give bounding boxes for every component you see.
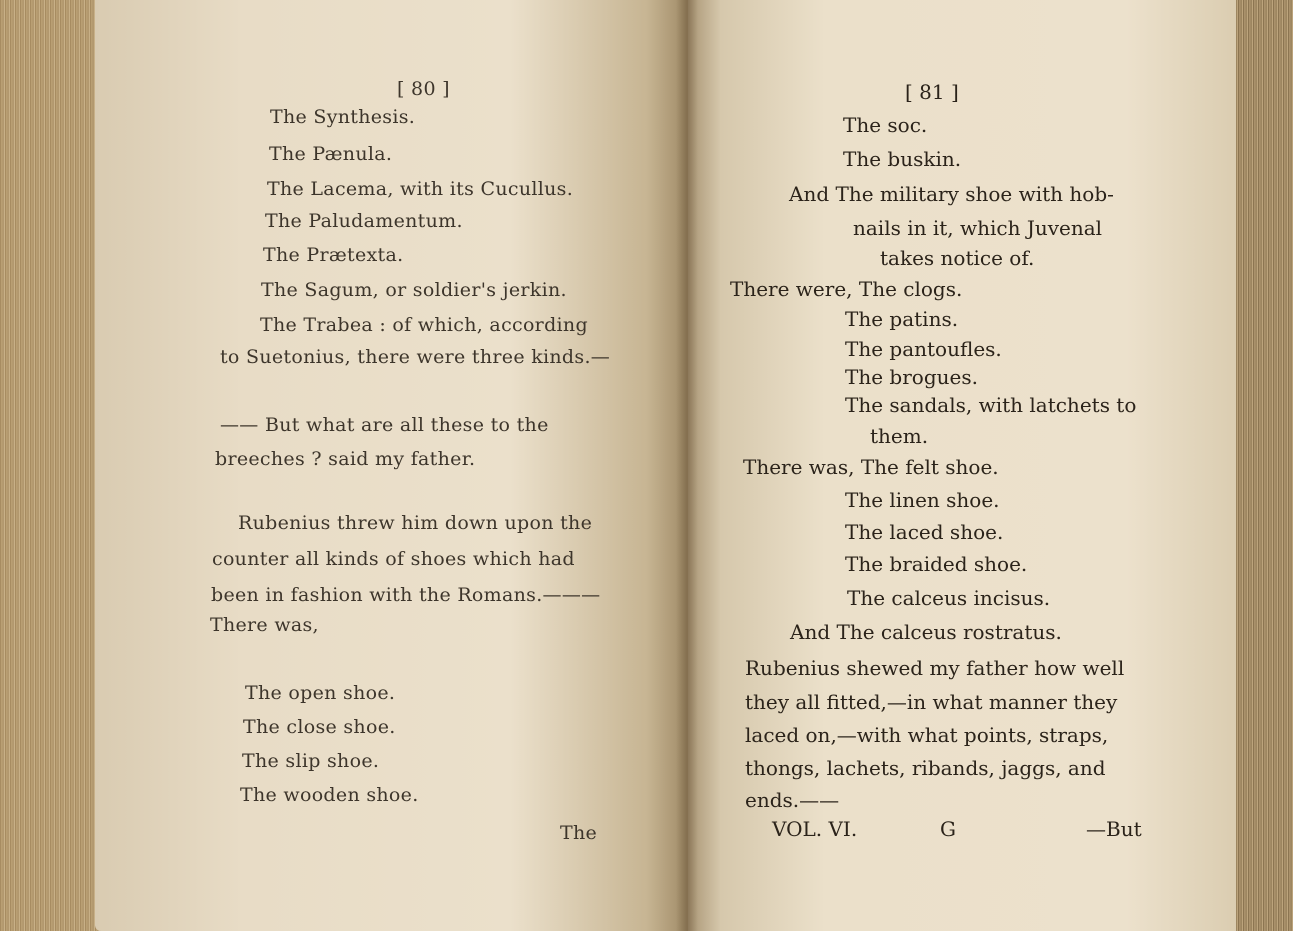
text-line: And The military shoe with hob- [789,182,1114,206]
text-line: takes notice of. [880,246,1035,270]
text-line-start: to Suetonius, there were three kinds.— [220,346,611,368]
text-line: The linen shoe. [845,488,1000,512]
text-line: The patins. [845,307,959,331]
catchword: The [560,822,598,844]
text-line: There was, The felt shoe. [743,455,999,479]
page-number: [ 80 ] [397,78,450,100]
text-line: The buskin. [843,147,962,171]
text-line: The open shoe. [245,682,396,704]
text-line: Rubenius threw him down upon the [238,512,593,534]
text-line: The Synthesis. [270,106,416,128]
book-gutter [676,0,698,931]
text-line: The sandals, with latchets to [845,393,1137,417]
text-line: Rubenius shewed my father how well [745,656,1125,680]
page-edges-right [1228,0,1293,931]
text-line: The calceus incisus. [847,586,1051,610]
right-page [688,0,1236,931]
text-line: The braided shoe. [845,552,1028,576]
text-line: ends.—— [745,788,840,812]
text-line: they all fitted,—in what manner they [745,690,1118,714]
text-line: been in fashion with the Romans.——— [211,584,601,606]
text-line: The brogues. [845,365,978,389]
text-line: And The calceus rostratus. [790,620,1062,644]
text-line: thongs, lachets, ribands, jaggs, and [745,756,1106,780]
text-line: The Paludamentum. [265,210,463,232]
text-line: laced on,—with what points, straps, [745,723,1109,747]
signature-mark: G [940,817,956,841]
text-line: The Sagum, or soldier's jerkin. [261,279,567,301]
text-line: The Lacema, with its Cucullus. [267,178,574,200]
text-line: The Trabea : of which, according [260,314,588,336]
text-line: The wooden shoe. [240,784,419,806]
left-page [95,0,688,931]
text-line: The laced shoe. [845,520,1004,544]
signature-volume: VOL. VI. [772,817,858,841]
text-line: breeches ? said my father. [215,448,476,470]
text-line: There were, The clogs. [730,277,963,301]
text-line: counter all kinds of shoes which had [212,548,575,570]
text-line: them. [870,424,929,448]
text-line: The Pænula. [269,143,393,165]
catchword: —But [1086,817,1142,841]
text-line: The pantoufles. [845,337,1002,361]
text-line: The close shoe. [243,716,396,738]
page-number: [ 81 ] [905,80,959,104]
text-line: The Prætexta. [263,244,404,266]
text-line: The soc. [843,113,928,137]
text-line: The slip shoe. [242,750,380,772]
text-line: —— But what are all these to the [220,414,549,436]
text-line: nails in it, which Juvenal [853,216,1103,240]
text-line: There was, [210,614,319,636]
text-line [220,344,610,370]
